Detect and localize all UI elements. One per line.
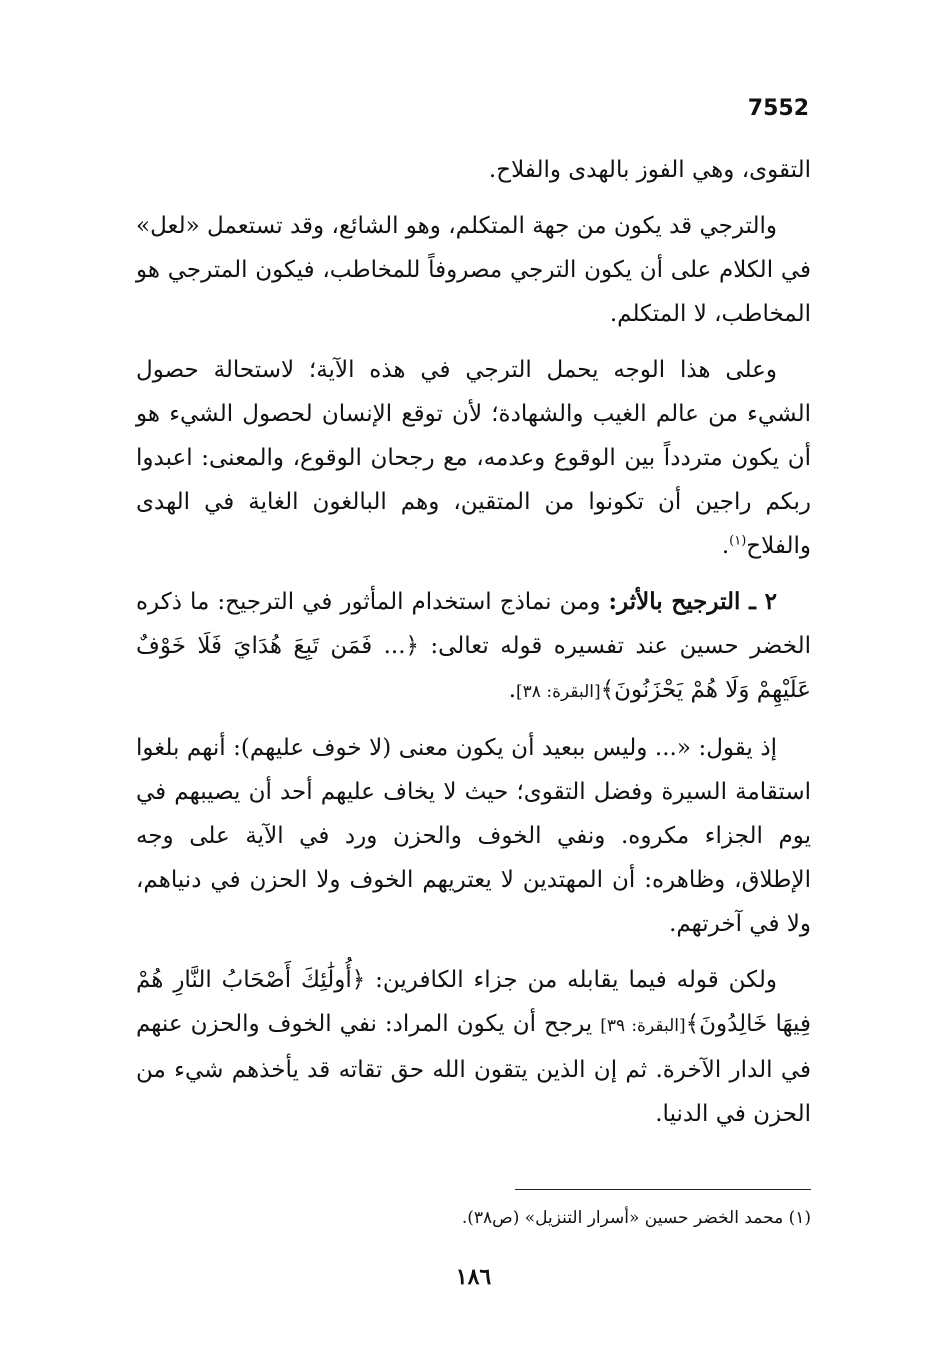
page-number: ١٨٦ bbox=[455, 1264, 492, 1290]
footnote-divider bbox=[515, 1189, 811, 1190]
verse-reference: [البقرة: ٣٨] bbox=[516, 682, 601, 702]
section-heading: ٢ ـ الترجيح بالأثر: bbox=[608, 588, 778, 615]
paragraph-text: ومن نماذج استخدام المأثور في الترجيح: ما ذكره الخضر حسين عند تفسيره قوله تعالى: ﴿... فَمَن تَبِعَ هُدَايَ فَلَا خَوْفٌ عَلَيْهِمْ وَلَا هُمْ يَحْزَنُونَ﴾ bbox=[136, 589, 811, 703]
paragraph-end: . bbox=[508, 677, 517, 703]
page-code: 7552 bbox=[747, 96, 809, 121]
paragraph-end: . bbox=[721, 533, 730, 559]
main-text bbox=[136, 148, 811, 1148]
paragraph-text-after: يرجح أن يكون المراد: نفي الخوف والحزن عنهم في الدار الآخرة. ثم إن الذين يتقون الله حق تقاته قد يأخذهم شيء من الحزن في الدنيا. bbox=[136, 1011, 811, 1127]
paragraph-text: ولكن قوله فيما يقابله من جزاء الكافرين: ﴿أُولَٰئِكَ أَصْحَابُ النَّارِ هُمْ فِيهَا خَالِدُونَ﴾ bbox=[136, 967, 811, 1037]
paragraph bbox=[136, 348, 811, 568]
verse-reference: [البقرة: ٣٩] bbox=[600, 1016, 686, 1036]
paragraph bbox=[136, 580, 811, 714]
paragraph: والترجي قد يكون من جهة المتكلم، وهو الشائع، وقد تستعمل «لعل» في الكلام على أن يكون الترجي مصروفاً للمخاطب، فيكون المترجي هو المخاطب، لا المتكلم. bbox=[136, 213, 811, 327]
paragraph bbox=[136, 958, 811, 1136]
paragraph-text: وعلى هذا الوجه يحمل الترجي في هذه الآية؛ لاستحالة حصول الشيء من عالم الغيب والشهادة؛ لأن توقع الإنسان لحصول الشيء هو أن يكون متردداً بين الوقوع وعدمه، مع رجحان الوقوع، والمعنى: اعبدوا ربكم راجين أن تكونوا من المتقين، وهم البالغون الغاية في الهدى والفلاح bbox=[136, 357, 811, 559]
paragraph: إذ يقول: «... وليس ببعيد أن يكون معنى (لا خوف عليهم): أنهم بلغوا استقامة السيرة وفضل التقوى؛ حيث لا يخاف عليهم أحد أن يصيبهم في يوم الجزاء مكروه. ونفي الخوف والحزن ورد في الآية على وجه الإطلاق، وظاهره: أن المهتدين لا يعتريهم الخوف ولا الحزن في دنياهم، ولا في آخرتهم. bbox=[136, 735, 811, 937]
footnote-marker: (١) bbox=[729, 533, 747, 549]
footnote: (١) محمد الخضر حسين «أسرار التنزيل» (ص٣٨). bbox=[461, 1208, 811, 1228]
paragraph: التقوى، وهي الفوز بالهدى والفلاح. bbox=[488, 157, 811, 183]
